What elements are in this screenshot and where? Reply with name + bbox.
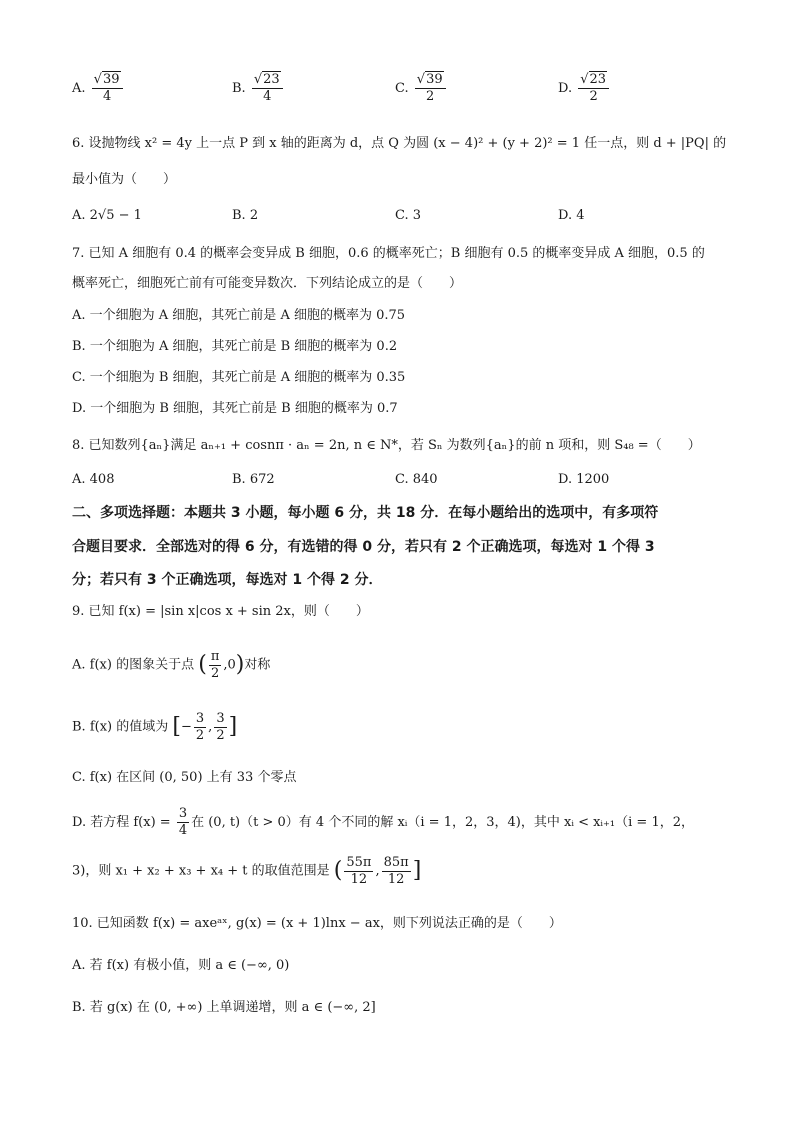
- q6-option-d: D. 4: [558, 208, 585, 223]
- numerator: 3: [195, 710, 205, 726]
- q9-option-d-cont: 在 (0, t)（t > 0）有 4 个不同的解 xᵢ（i = 1，2，3，4)，其中 xᵢ < xᵢ₊₁（i = 1，2，: [191, 815, 694, 830]
- q7-option-d: D. 一个细胞为 B 细胞，其死亡前是 B 细胞的概率为 0.7: [72, 401, 398, 416]
- fraction: $\frac{√39}{4}$: [92, 72, 123, 105]
- q9-option-d-text: D. 若方程 f(x) =: [72, 815, 171, 830]
- option-label: C.: [395, 81, 409, 96]
- q8-option-a: A. 408: [72, 472, 115, 487]
- denominator: 2: [210, 665, 220, 681]
- q9-option-d: [72, 806, 694, 840]
- fraction: [382, 855, 411, 888]
- q7-stem-line2: 概率死亡，细胞死亡前有可能变异数次．下列结论成立的是（ ）: [72, 276, 463, 291]
- fraction: $\frac{√39}{2}$: [415, 72, 446, 105]
- section2-line1: 二、多项选择题：本题共 3 小题，每小题 6 分，共 18 分．在每小题给出的选项中，有多项符: [72, 505, 659, 521]
- numerator: π: [210, 648, 220, 664]
- denominator: 4: [178, 823, 188, 838]
- q10-stem: 10. 已知函数 f(x) = axeᵃˣ, g(x) = (x + 1)lnx − ax，则下列说法正确的是（ ）: [72, 916, 562, 931]
- q9-option-d-line2: 3)，则 x₁ + x₂ + x₃ + x₄ + t 的取值范围是 ( $\frac{55\pi}{12}$ , $\frac{85\pi}{12}$ ]: [72, 854, 422, 887]
- q5-option-b: [232, 72, 285, 105]
- denominator: 4: [263, 89, 272, 104]
- q6-options: [72, 208, 722, 228]
- numerator: 55π: [346, 854, 372, 870]
- q9-option-b-text: B. f(x) 的值域为: [72, 719, 169, 735]
- denominator: 12: [350, 871, 368, 887]
- q9-option-a-coord: ,0: [223, 657, 236, 673]
- denominator: 4: [102, 89, 112, 104]
- fraction: [194, 711, 206, 744]
- q6-stem-line2: 最小值为（ ）: [72, 172, 177, 187]
- denominator: 12: [387, 871, 405, 887]
- q6-option-b: B. 2: [232, 208, 259, 223]
- option-label: B.: [232, 81, 246, 96]
- denominator: 2: [589, 89, 598, 104]
- q8-options: [72, 472, 722, 492]
- q5-option-d: [558, 72, 611, 105]
- q5-option-c: [395, 72, 448, 105]
- q9-option-a-text: A. f(x) 的图象关于点: [72, 657, 195, 673]
- q6-option-a: A. 2√5 − 1: [72, 208, 142, 223]
- option-label: D.: [558, 81, 573, 96]
- q10-option-b: B. 若 g(x) 在 (0, +∞) 上单调递增，则 a ∈ (−∞, 2]: [72, 1000, 376, 1015]
- fraction: [209, 649, 222, 682]
- fraction: $\frac{√23}{4}$: [252, 72, 283, 105]
- q7-option-c: C. 一个细胞为 B 细胞，其死亡前是 A 细胞的概率为 0.35: [72, 370, 406, 385]
- denominator: 2: [216, 727, 225, 743]
- numerator: 3: [216, 710, 225, 726]
- q8-stem: 8. 已知数列{aₙ}满足 aₙ₊₁ + cosnπ · aₙ = 2n, n ∈ N*，若 Sₙ 为数列{aₙ}的前 n 项和，则 S₄₈ =（ ）: [72, 438, 701, 453]
- radicand: 23: [589, 72, 607, 87]
- fraction: [344, 855, 373, 888]
- section2-line3: 分；若只有 3 个正确选项，每选对 1 个得 2 分．: [72, 572, 383, 588]
- q9-option-c: C. f(x) 在区间 (0, 50) 上有 33 个零点: [72, 770, 297, 785]
- section2-line2: 合题目要求．全部选对的得 6 分，有选错的得 0 分，若只有 2 个正确选项，每选对 1 个得 3: [72, 539, 655, 555]
- q5-option-a: [72, 72, 125, 105]
- fraction: [177, 806, 189, 839]
- numerator: 3: [178, 806, 188, 821]
- q9-option-b: B. f(x) 的值域为 [− $\frac{3}{2}$ , $\frac{3}{2}$ ]: [72, 710, 238, 743]
- radicand: 39: [102, 72, 120, 87]
- fraction: $\frac{√23}{2}$: [578, 72, 609, 105]
- radicand: 23: [263, 72, 280, 87]
- option-label: A.: [72, 81, 86, 96]
- radicand: 39: [426, 72, 443, 87]
- q8-option-c: C. 840: [395, 472, 438, 487]
- q7-option-b: B. 一个细胞为 A 细胞，其死亡前是 B 细胞的概率为 0.2: [72, 339, 398, 354]
- numerator: 85π: [383, 854, 409, 870]
- q6-stem-line1: 6. 设抛物线 x² = 4y 上一点 P 到 x 轴的距离为 d，点 Q 为圆 (x − 4)² + (y + 2)² = 1 任一点，则 d + |PQ| 的: [72, 136, 727, 151]
- q9-option-a: A. f(x) 的图象关于点 ( $\frac{\pi}{2}$ ,0)对称: [72, 648, 271, 681]
- fraction: [214, 711, 226, 744]
- q8-option-b: B. 672: [232, 472, 275, 487]
- q6-option-c: C. 3: [395, 208, 422, 223]
- denominator: 2: [426, 89, 435, 104]
- q7-stem-line1: 7. 已知 A 细胞有 0.4 的概率会变异成 B 细胞，0.6 的概率死亡；B 细胞有 0.5 的概率变异成 A 细胞，0.5 的: [72, 246, 705, 261]
- q7-option-a: A. 一个细胞为 A 细胞，其死亡前是 A 细胞的概率为 0.75: [72, 308, 406, 323]
- q9-stem: 9. 已知 f(x) = |sin x|cos x + sin 2x，则（ ）: [72, 604, 369, 619]
- q5-options: [72, 72, 722, 112]
- q10-option-a: A. 若 f(x) 有极小值，则 a ∈ (−∞, 0): [72, 958, 290, 973]
- q9-option-a-end: 对称: [244, 657, 271, 673]
- denominator: 2: [195, 727, 205, 743]
- q8-option-d: D. 1200: [558, 472, 610, 487]
- q9-option-d2-text: 3)，则 x₁ + x₂ + x₃ + x₄ + t 的取值范围是: [72, 863, 330, 879]
